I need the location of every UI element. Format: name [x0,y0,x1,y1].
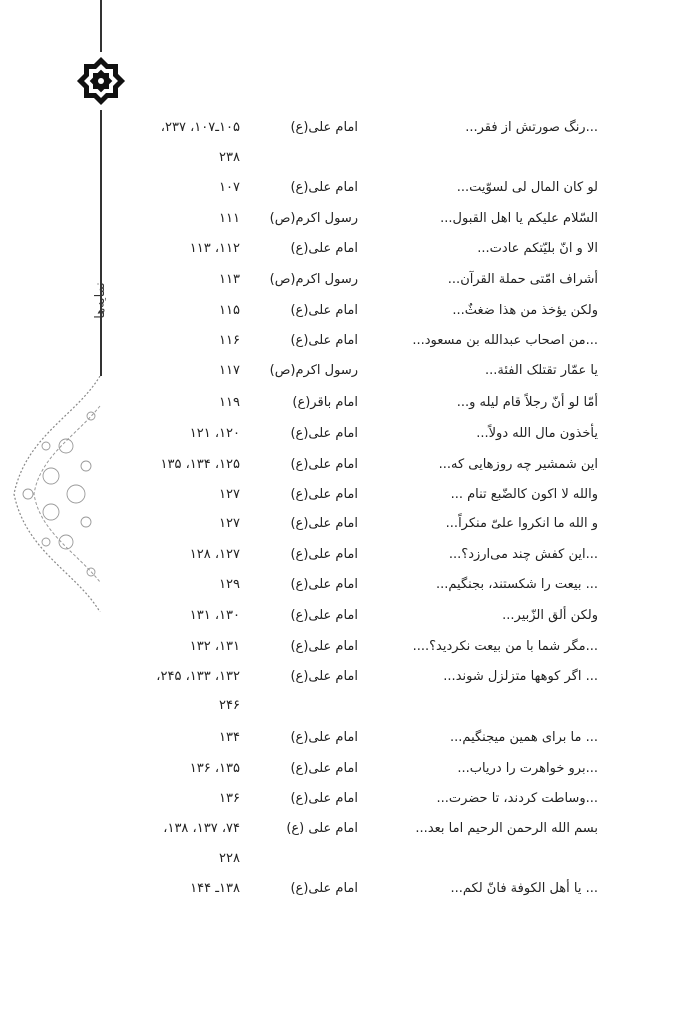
page-references: ۱۱۶ [219,333,240,348]
narrator-text: امام علی(ع) [290,730,358,745]
narrator-text: امام علی(ع) [290,791,358,806]
index-row [0,608,700,630]
quote-text: یا عمّار تقتلک الفئة... [485,363,598,378]
quote-text: و الله ما انکروا علیّ منکراً... [445,516,598,531]
narrator-text: امام علی(ع) [290,241,358,256]
narrator-text: رسول اکرم(ص) [269,272,358,287]
page-references: ۱۲۵، ۱۳۴، ۱۳۵ [160,457,240,472]
page-references: ۱۱۱ [219,211,240,226]
index-row [0,363,700,385]
quote-text: ...مگر شما با من بیعت نکردید؟.... [412,639,598,654]
narrator-text: امام علی (ع) [286,821,358,836]
narrator-text: امام علی(ع) [290,639,358,654]
page-references: ۱۳۱، ۱۳۲ [189,639,240,654]
narrator-text: امام علی(ع) [290,761,358,776]
quote-text: السّلام علیکم یا اهل القبول... [440,211,598,226]
index-row [0,150,700,172]
index-row [0,241,700,263]
page-references: ۲۴۶ [219,698,240,713]
index-row [0,881,700,903]
index-row [0,303,700,325]
index-row [0,821,700,843]
narrator-text: امام علی(ع) [290,487,358,502]
narrator-text: رسول اکرم(ص) [269,211,358,226]
page-references: ۲۳۸ [219,150,240,165]
narrator-text: امام علی(ع) [290,881,358,896]
index-row [0,516,700,538]
page-references: ۱۳۸ـ ۱۴۴ [190,881,240,896]
quote-text: لو کان المال لی لسوّیت... [456,180,598,195]
narrator-text: امام علی(ع) [290,457,358,472]
index-row [0,120,700,142]
page-references: ۱۲۷ [219,487,240,502]
page-references: ۱۳۴ [219,730,240,745]
page-references: ۱۳۰، ۱۳۱ [189,608,240,623]
page-references: ۱۲۹ [219,577,240,592]
page-references: ۱۱۷ [219,363,240,378]
page-references: ۱۰۷ [219,180,240,195]
index-row [0,639,700,661]
narrator-text: امام علی(ع) [290,669,358,684]
narrator-text: امام علی(ع) [290,426,358,441]
index-row [0,791,700,813]
running-title-text: نمایه‌ها [92,281,108,319]
quote-text: ولکن ألق الزّبیر... [502,608,598,623]
index-row [0,577,700,599]
index-row [0,698,700,720]
quote-text: ... ما برای همین میجنگیم... [450,730,598,745]
narrator-text: امام علی(ع) [290,333,358,348]
narrator-text: امام علی(ع) [290,120,358,135]
page-references: ۱۳۲، ۱۳۳، ۲۴۵، [156,669,240,684]
quote-text: ... اگر کوهها متزلزل شوند... [443,669,598,684]
index-row [0,851,700,873]
narrator-text: امام علی(ع) [290,180,358,195]
quote-text: ...برو خواهرت را دریاب... [457,761,598,776]
page-references: ۱۲۷، ۱۲۸ [189,547,240,562]
page-references: ۷۴، ۱۳۷، ۱۳۸، [163,821,240,836]
page-references: ۱۲۰، ۱۲۱ [189,426,240,441]
page-references: ۱۱۹ [219,395,240,410]
narrator-text: امام علی(ع) [290,547,358,562]
page-references: ۲۲۸ [219,851,240,866]
index-row [0,272,700,294]
quote-text: ولکن یؤخذ من هذا ضغثٌ... [452,303,598,318]
quote-text: ...این کفش چند می‌ارزد؟... [448,547,598,562]
narrator-text: امام علی(ع) [290,303,358,318]
quote-text: ...من اصحاب عبدالله بن مسعود... [412,333,598,348]
page-references: ۱۱۳ [219,272,240,287]
index-row [0,761,700,783]
octagram-ornament-icon [72,52,130,110]
page-references: ۱۱۵ [219,303,240,318]
quote-text: یأخذون مال الله دولاً... [476,426,598,441]
quote-text: ... بیعت را شکستند، بجنگیم... [435,577,598,592]
index-row [0,457,700,479]
quote-text: أشراف امّتی حملة القرآن... [447,272,598,287]
quote-text: والله لا اکون کالضّبع تنام ... [450,487,598,502]
quote-text: أمّا لو أنّ رجلاً قام لیله و... [456,395,598,410]
index-row [0,426,700,448]
narrator-text: امام علی(ع) [290,516,358,531]
narrator-text: امام علی(ع) [290,608,358,623]
narrator-text: امام علی(ع) [290,577,358,592]
page-references: ۱۳۶ [219,791,240,806]
index-row [0,730,700,752]
page-references: ۱۳۵، ۱۳۶ [189,761,240,776]
narrator-text: امام باقر(ع) [292,395,358,410]
index-row [0,395,700,417]
index-row [0,180,700,202]
index-row [0,211,700,233]
page-references: ۱۲۷ [219,516,240,531]
page-references: ۱۰۵ـ۱۰۷، ۲۳۷، [160,120,240,135]
index-row [0,333,700,355]
quote-text: ... یا أهل الکوفة فانّ لکم... [450,881,598,896]
narrator-text: رسول اکرم(ص) [269,363,358,378]
quote-text: الا و انّ بلیّتکم عادت... [477,241,598,256]
quote-text: این شمشیر چه روزهایی که... [438,457,598,472]
quote-text: ...رنگ صورتش از فقر... [465,120,598,135]
quote-text: بسم الله الرحمن الرحیم اما بعد... [415,821,598,836]
index-row [0,547,700,569]
quote-text: ...وساطت کردند، تا حضرت... [436,791,598,806]
page-references: ۱۱۲، ۱۱۳ [189,241,240,256]
index-row [0,487,700,509]
index-row [0,669,700,691]
